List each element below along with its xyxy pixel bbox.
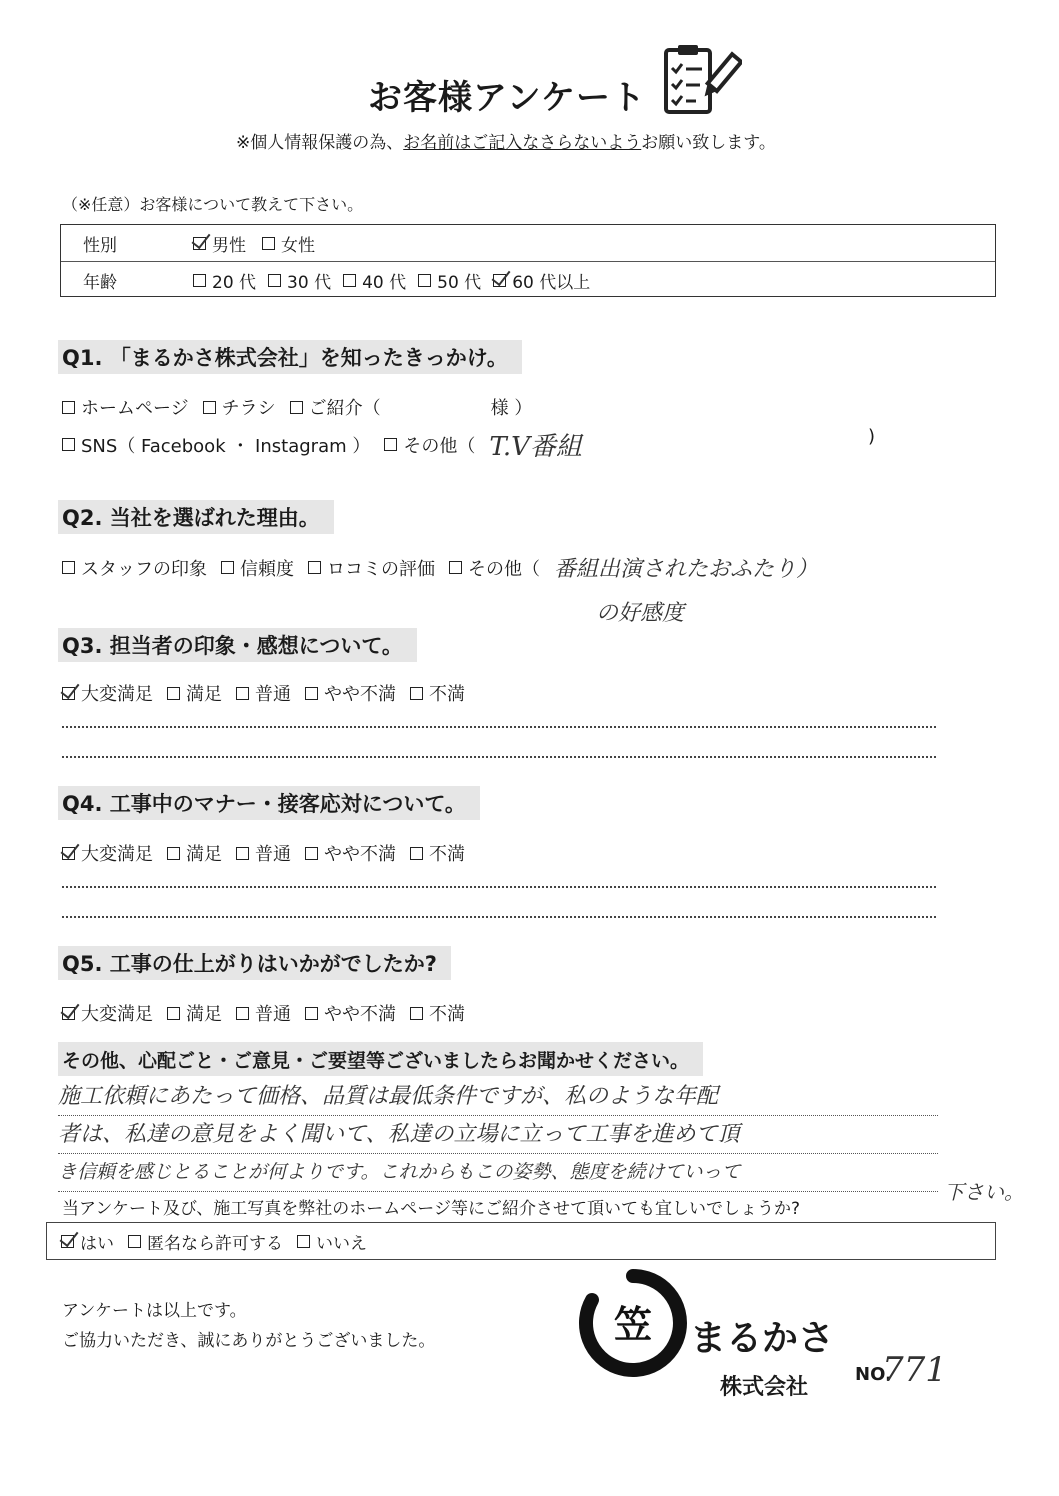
checkbox-checked[interactable]	[193, 237, 206, 250]
checkbox[interactable]	[290, 401, 303, 414]
checkbox-checked[interactable]	[493, 274, 506, 287]
q3-option-neutral[interactable]: 普通	[236, 680, 291, 706]
checkbox[interactable]	[410, 687, 423, 700]
q5-option-somewhat-dissatisfied[interactable]: やや不満	[305, 1000, 396, 1026]
company-logo-icon	[578, 1268, 688, 1378]
q2-heading: Q2. 当社を選ばれた理由。	[58, 500, 334, 534]
checkbox[interactable]	[167, 687, 180, 700]
q4-option-very-satisfied[interactable]: 大変満足	[62, 840, 153, 866]
q5-option-dissatisfied[interactable]: 不満	[410, 1000, 465, 1026]
q4-option-dissatisfied[interactable]: 不満	[410, 840, 465, 866]
checkbox[interactable]	[305, 1007, 318, 1020]
number-label: NO.	[855, 1364, 892, 1385]
q4-option-neutral[interactable]: 普通	[236, 840, 291, 866]
gender-option-female[interactable]: 女性	[262, 231, 315, 256]
checkbox[interactable]	[193, 274, 206, 287]
q1-referral-suffix: 様 ）	[490, 398, 533, 419]
q3-comment-line	[62, 756, 936, 758]
checkbox[interactable]	[62, 401, 75, 414]
clipboard-icon	[660, 42, 742, 118]
comments-answer	[58, 1078, 938, 1192]
age-option-20[interactable]: 20 代	[193, 268, 256, 293]
age-label: 年齢	[83, 272, 117, 293]
checkbox[interactable]	[308, 561, 321, 574]
q5-option-very-satisfied[interactable]: 大変満足	[62, 1000, 153, 1026]
closing-line2: ご協力いただき、誠にありがとうございました。	[62, 1331, 436, 1351]
q4-heading: Q4. 工事中のマナー・接客応対について。	[58, 786, 480, 820]
age-option-50[interactable]: 50 代	[418, 268, 481, 293]
consent-option-no[interactable]: いいえ	[297, 1229, 367, 1254]
q1-option-homepage[interactable]: ホームページ	[62, 394, 189, 420]
comment-line: 施工依頼にあたって価格、品質は最低条件ですが、私のような年配	[58, 1078, 938, 1116]
checkbox[interactable]	[343, 274, 356, 287]
checkbox-checked[interactable]	[62, 687, 75, 700]
age-option-40[interactable]: 40 代	[343, 268, 406, 293]
q3-option-dissatisfied[interactable]: 不満	[410, 680, 465, 706]
q3-heading: Q3. 担当者の印象・感想について。	[58, 628, 417, 662]
checkbox-checked[interactable]	[61, 1235, 74, 1248]
checkbox[interactable]	[268, 274, 281, 287]
consent-option-yes[interactable]: はい	[61, 1229, 114, 1254]
checkbox[interactable]	[418, 274, 431, 287]
checkbox[interactable]	[221, 561, 234, 574]
comment-line-end: 下さい。	[944, 1180, 1024, 1204]
checkbox[interactable]	[384, 438, 397, 451]
q2-option-other[interactable]: その他（	[449, 555, 540, 581]
q4-option-somewhat-dissatisfied[interactable]: やや不満	[305, 840, 396, 866]
closing-line1: アンケートは以上です。	[62, 1301, 247, 1321]
checkbox[interactable]	[305, 847, 318, 860]
checkbox[interactable]	[167, 1007, 180, 1020]
q2-option-trust[interactable]: 信頼度	[221, 555, 294, 581]
checkbox[interactable]	[203, 401, 216, 414]
checkbox[interactable]	[236, 1007, 249, 1020]
gender-label: 性別	[83, 235, 117, 256]
privacy-note: ※個人情報保護の為、お名前はご記入なさらないようお願い致します。	[236, 133, 776, 153]
q5-options	[62, 1000, 465, 1026]
checkbox[interactable]	[62, 438, 75, 451]
checkbox-checked[interactable]	[62, 847, 75, 860]
q3-options	[62, 680, 465, 706]
q1-options-row2	[62, 426, 582, 463]
number-value: 771	[882, 1350, 947, 1390]
q4-options	[62, 840, 465, 866]
q1-option-referral[interactable]: ご紹介（	[290, 394, 381, 420]
age-row	[61, 261, 995, 298]
checkbox-checked[interactable]	[62, 1007, 75, 1020]
q1-options-row1	[62, 394, 532, 420]
q2-other-answer-line2: の好感度	[596, 601, 685, 626]
q3-option-satisfied[interactable]: 満足	[167, 680, 222, 706]
q1-option-sns[interactable]: SNS（ Facebook ・ Instagram ）	[62, 432, 370, 458]
q2-option-staff[interactable]: スタッフの印象	[62, 555, 207, 581]
consent-option-anonymous[interactable]: 匿名なら許可する	[128, 1229, 283, 1254]
profile-table	[60, 224, 996, 297]
q2-options	[62, 552, 818, 583]
checkbox[interactable]	[236, 847, 249, 860]
page-title: お客様アンケート	[368, 78, 646, 118]
q4-comment-line	[62, 886, 936, 888]
comments-heading: その他、心配ごと・ご意見・ご要望等ございましたらお聞かせください。	[58, 1042, 703, 1076]
checkbox[interactable]	[410, 1007, 423, 1020]
age-option-30[interactable]: 30 代	[268, 268, 331, 293]
q1-other-answer: T.V番組	[489, 432, 582, 462]
q1-option-flyer[interactable]: チラシ	[203, 394, 276, 420]
checkbox[interactable]	[410, 847, 423, 860]
q1-option-other[interactable]: その他（	[384, 432, 475, 458]
q2-option-reviews[interactable]: ロコミの評価	[308, 555, 435, 581]
checkbox[interactable]	[305, 687, 318, 700]
q4-option-satisfied[interactable]: 満足	[167, 840, 222, 866]
checkbox[interactable]	[128, 1235, 141, 1248]
comment-line: 者は、私達の意見をよく聞いて、私達の立場に立って工事を進めて頂	[58, 1116, 938, 1154]
checkbox[interactable]	[297, 1235, 310, 1248]
logo-mark-text: 笠	[613, 1302, 653, 1347]
q3-comment-line	[62, 726, 936, 728]
brand-name: まるかさ	[690, 1317, 835, 1359]
comment-line: き信頼を感じとることが何よりです。これからもこの姿勢、態度を続けていって	[58, 1154, 938, 1192]
gender-row	[61, 225, 995, 261]
age-option-60plus[interactable]: 60 代以上	[493, 268, 590, 293]
q1-close-paren: )	[868, 426, 876, 447]
q5-heading: Q5. 工事の仕上がりはいかがでしたか?	[58, 946, 451, 980]
profile-intro: （※任意）お客様について教えて下さい。	[62, 195, 364, 214]
q2-other-answer-line1: 番組出演されたおふたり）	[554, 557, 819, 582]
q5-option-neutral[interactable]: 普通	[236, 1000, 291, 1026]
q3-option-very-satisfied[interactable]: 大変満足	[62, 680, 153, 706]
q5-option-satisfied[interactable]: 満足	[167, 1000, 222, 1026]
q1-heading: Q1. 「まるかさ株式会社」を知ったきっかけ。	[58, 340, 522, 374]
consent-question: 当アンケート及び、施工写真を弊社のホームページ等にご紹介させて頂いても宜しいでしょうか?	[62, 1199, 800, 1219]
gender-option-male[interactable]: 男性	[193, 231, 246, 256]
checkbox[interactable]	[262, 237, 275, 250]
consent-options	[46, 1222, 996, 1260]
checkbox[interactable]	[62, 561, 75, 574]
q3-option-somewhat-dissatisfied[interactable]: やや不満	[305, 680, 396, 706]
q4-comment-line	[62, 916, 936, 918]
checkbox[interactable]	[236, 687, 249, 700]
checkbox[interactable]	[449, 561, 462, 574]
checkbox[interactable]	[167, 847, 180, 860]
brand-company: 株式会社	[720, 1374, 809, 1400]
